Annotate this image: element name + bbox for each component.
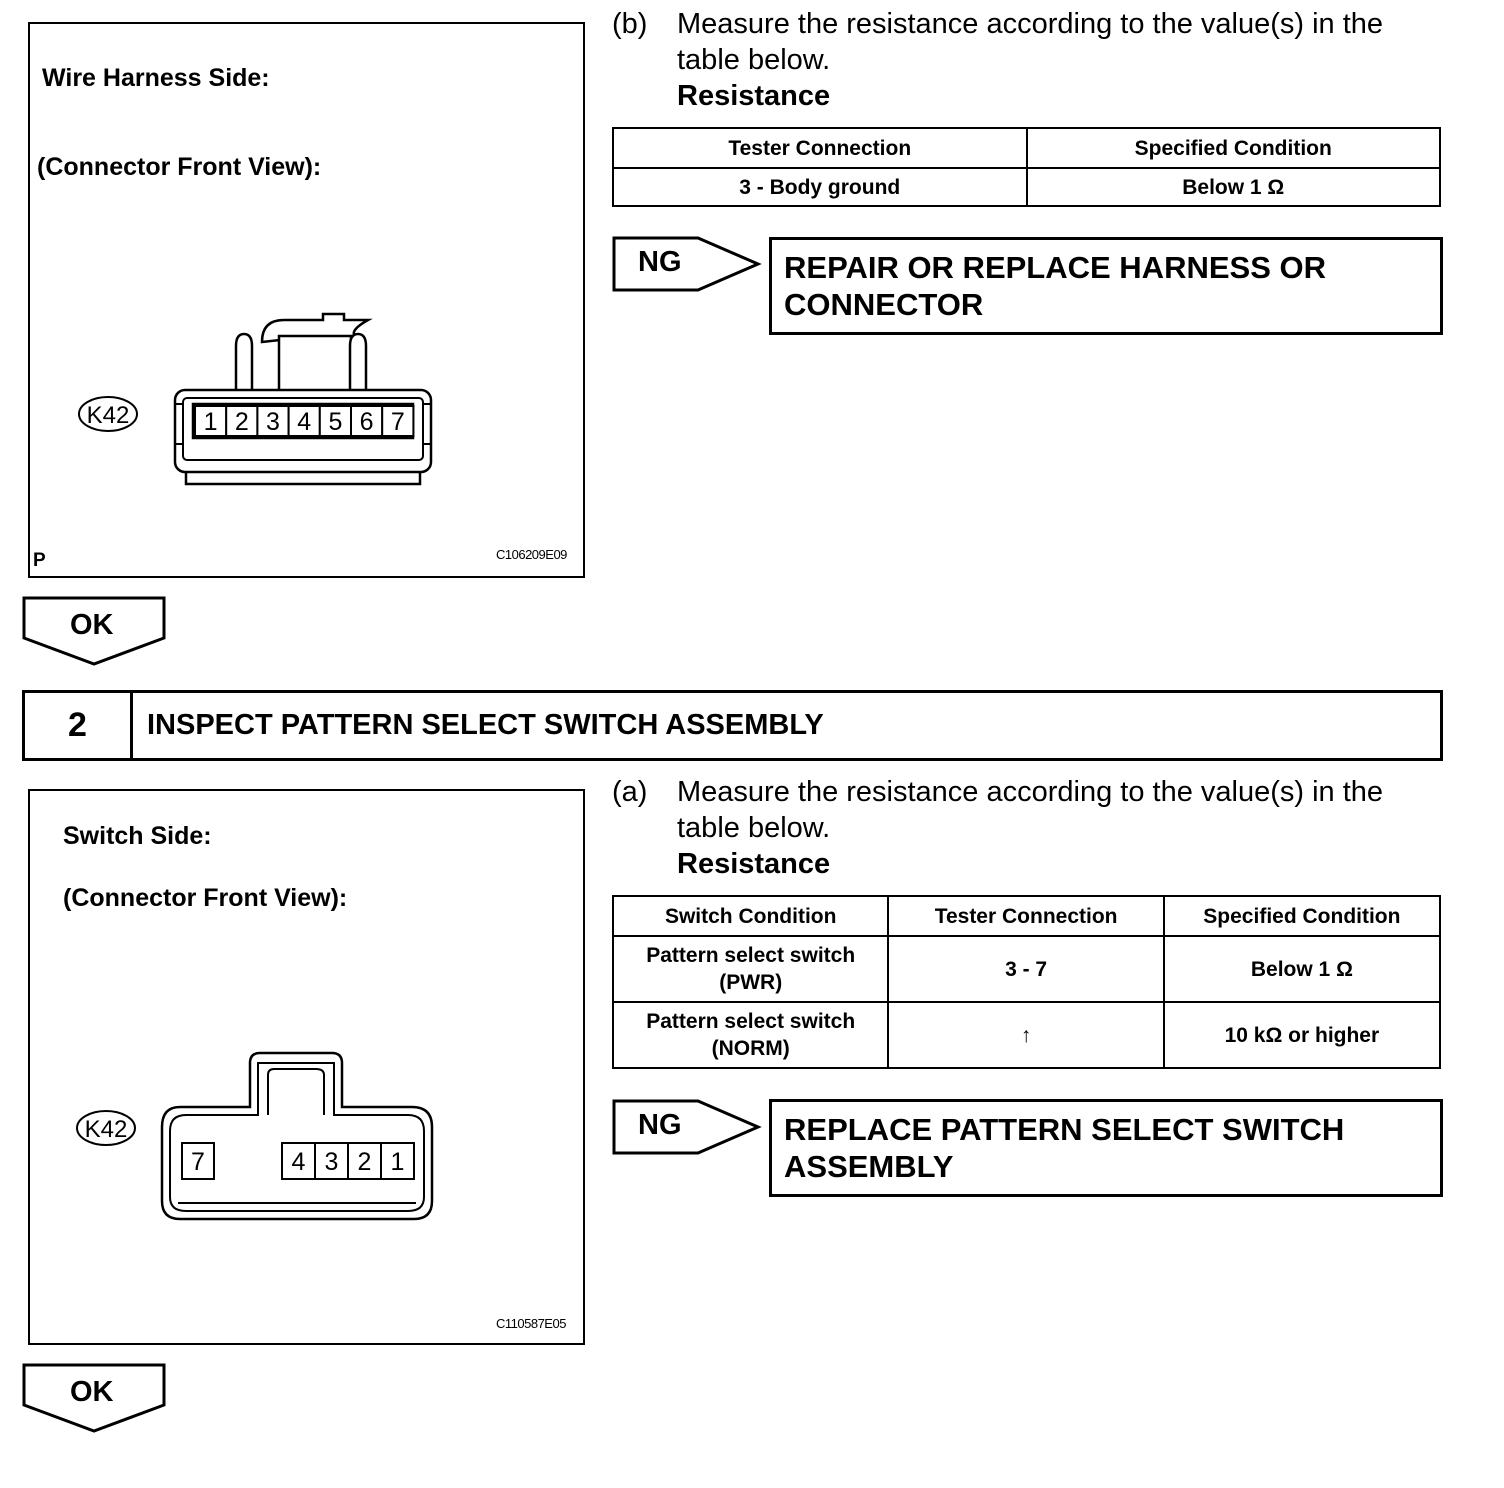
table-row <box>613 1002 1440 1068</box>
step-b-resistance-heading: Resistance <box>677 80 831 112</box>
pin-number: 6 <box>359 408 374 436</box>
figure-wire-harness-side <box>28 22 585 578</box>
pin-number: 3 <box>324 1148 339 1176</box>
step-b-instruction-line2: table below. <box>677 44 831 76</box>
connector-id-label: K42 <box>84 1116 128 1143</box>
ng-action-line: ASSEMBLY <box>784 1149 954 1184</box>
figure-code: C110587E05 <box>496 1316 566 1331</box>
pin-number: 2 <box>234 408 249 436</box>
table-cell: Below 1 Ω <box>1027 168 1441 206</box>
ng-label-1: NG <box>638 246 682 278</box>
ng-action-box-1 <box>769 237 1443 335</box>
step-letter-a: (a) <box>612 776 648 808</box>
figure-label-switch-side: Switch Side: <box>63 822 212 850</box>
table-cell: ↑ <box>888 1002 1163 1068</box>
section-header-2 <box>22 690 1443 761</box>
table-cell: Below 1 Ω <box>1164 936 1440 1002</box>
connector-k42-switch-diagram <box>30 791 587 1347</box>
table-cell: 10 kΩ or higher <box>1164 1002 1440 1068</box>
ok-label-1: OK <box>70 609 114 641</box>
cell-line: Pattern select switch <box>646 1010 856 1033</box>
ng-action-line: CONNECTOR <box>784 287 984 322</box>
connector-id-label: K42 <box>86 402 130 429</box>
pin-number: 2 <box>357 1148 372 1176</box>
pin-number: 7 <box>390 408 405 436</box>
ok-label-2: OK <box>70 1376 114 1408</box>
figure-label-connector-front-view: (Connector Front View): <box>63 884 348 912</box>
figure-code: C106209E09 <box>496 547 567 562</box>
section-number: 2 <box>25 693 133 758</box>
pin-number: 1 <box>203 408 218 436</box>
step-b-instruction-line1: Measure the resistance according to the value(s) in the <box>677 8 1384 40</box>
table-header: Tester Connection <box>613 128 1027 168</box>
connector-k42-harness-diagram <box>30 24 587 580</box>
pin-number: 1 <box>390 1148 405 1176</box>
figure-label-connector-front-view: (Connector Front View): <box>37 153 322 181</box>
ng-arrow-1 <box>612 236 762 296</box>
resistance-table-harness <box>612 127 1441 207</box>
table-header: Switch Condition <box>613 896 888 936</box>
pin-number: 4 <box>291 1148 306 1176</box>
table-cell: 3 - 7 <box>888 936 1163 1002</box>
pin-number: 7 <box>191 1148 205 1176</box>
pin-cells-harness <box>195 406 413 436</box>
section-title: INSPECT PATTERN SELECT SWITCH ASSEMBLY <box>147 709 824 741</box>
step-a-instruction-line2: table below. <box>677 812 831 844</box>
table-header: Tester Connection <box>888 896 1163 936</box>
step-a-instruction-line1: Measure the resistance according to the value(s) in the <box>677 776 1384 808</box>
pin-number: 4 <box>297 408 312 436</box>
figure-switch-side <box>28 789 585 1345</box>
figure-label-wire-harness-side: Wire Harness Side: <box>42 64 270 92</box>
ng-action-box-2 <box>769 1099 1443 1197</box>
resistance-table-switch <box>612 895 1441 1069</box>
pin-number: 3 <box>266 408 280 436</box>
table-header: Specified Condition <box>1027 128 1441 168</box>
step-a-resistance-heading: Resistance <box>677 848 831 880</box>
cell-line: (NORM) <box>711 1037 790 1060</box>
ng-arrow-2 <box>612 1099 762 1159</box>
step-letter-b: (b) <box>612 8 648 40</box>
table-cell <box>613 936 888 1002</box>
pin-number: 5 <box>328 408 343 436</box>
table-cell: 3 - Body ground <box>613 168 1027 206</box>
table-header: Specified Condition <box>1164 896 1440 936</box>
cell-line: (PWR) <box>719 971 783 994</box>
ng-action-line: REPLACE PATTERN SELECT SWITCH <box>784 1112 1345 1147</box>
ng-label-2: NG <box>638 1109 682 1141</box>
table-row <box>613 936 1440 1002</box>
table-cell <box>613 1002 888 1068</box>
page-mark: P <box>33 550 46 571</box>
cell-line: Pattern select switch <box>646 944 856 967</box>
ng-action-line: REPAIR OR REPLACE HARNESS OR <box>784 250 1326 285</box>
